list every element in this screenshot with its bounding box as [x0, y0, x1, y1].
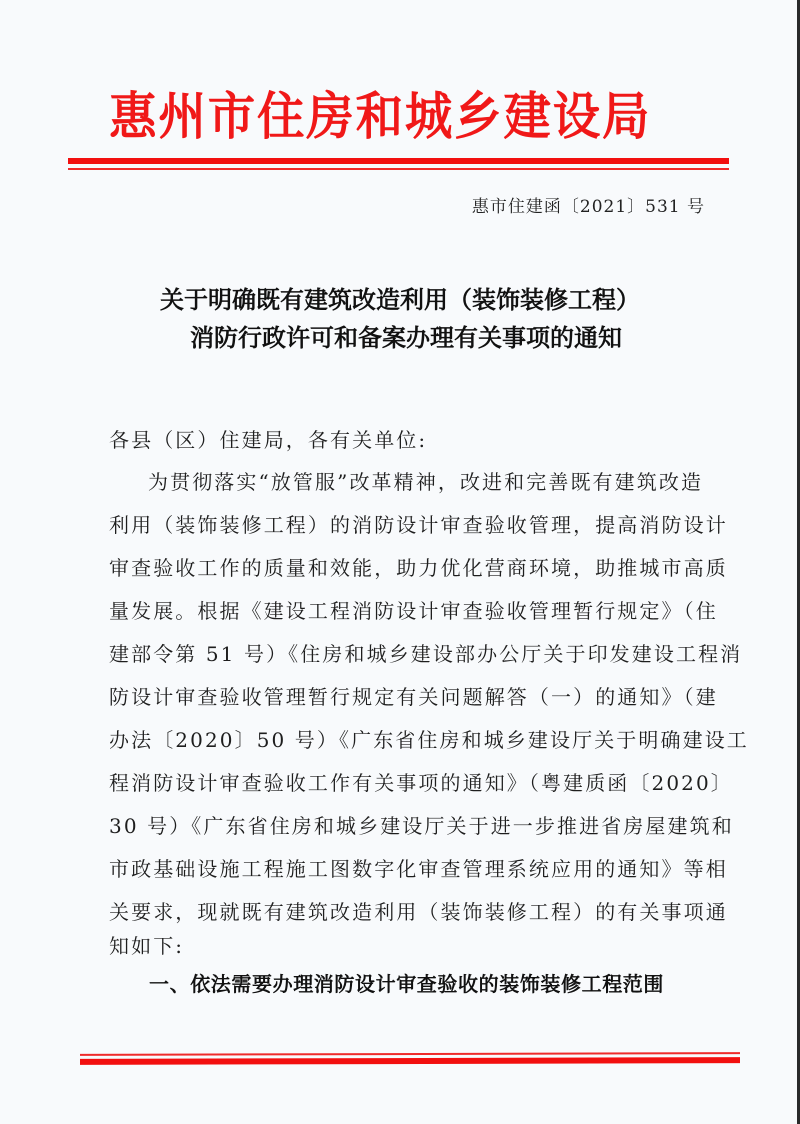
body-line: 关要求，现就既有建筑改造利用（装饰装修工程）的有关事项通 [109, 900, 728, 924]
body-line: 30 号）《广东省住房和城乡建设厅关于进一步推进省房屋建筑和 [109, 814, 734, 838]
salutation: 各县（区）住建局，各有关单位: [109, 428, 428, 452]
body-line: 程消防设计审查验收工作有关事项的通知》（粤建质函〔2020〕 [109, 771, 733, 795]
section-heading-1: 一、依法需要办理消防设计审查验收的装饰装修工程范围 [149, 972, 664, 996]
body-line: 市政基础设施工程施工图数字化审查管理系统应用的通知》等相 [109, 857, 728, 881]
body-line: 审查验收工作的质量和效能，助力优化营商环境，助推城市高质 [109, 556, 728, 580]
footer-rule-thick [80, 1057, 740, 1065]
letterhead-rule-thin [68, 168, 729, 170]
body-line: 建部令第 51 号）《住房和城乡建设部办公厅关于印发建设工程消 [109, 642, 743, 666]
body-line: 利用（装饰装修工程）的消防设计审查验收管理，提高消防设计 [109, 513, 728, 537]
body-line: 办法〔2020〕50 号）《广东省住房和城乡建设厅关于明确建设工 [109, 728, 749, 752]
letterhead-agency-name: 惠州市住房和城乡建设局 [109, 87, 652, 147]
body-line: 量发展。根据《建设工程消防设计审查验收管理暂行规定》（住 [109, 599, 718, 623]
body-line: 为贯彻落实“放管服”改革精神，改进和完善既有建筑改造 [148, 470, 704, 494]
document-title-line-1: 关于明确既有建筑改造利用（装饰装修工程） [160, 286, 640, 314]
document-number: 惠市住建函〔2021〕531 号 [471, 197, 705, 217]
body-line: 知如下: [109, 934, 185, 958]
document-title-line-2: 消防行政许可和备案办理有关事项的通知 [190, 324, 622, 352]
footer-rule-thin [80, 1052, 740, 1056]
body-line: 防设计审查验收管理暂行规定有关问题解答（一）的通知》（建 [109, 685, 718, 709]
letterhead-rule-thick [68, 158, 729, 164]
